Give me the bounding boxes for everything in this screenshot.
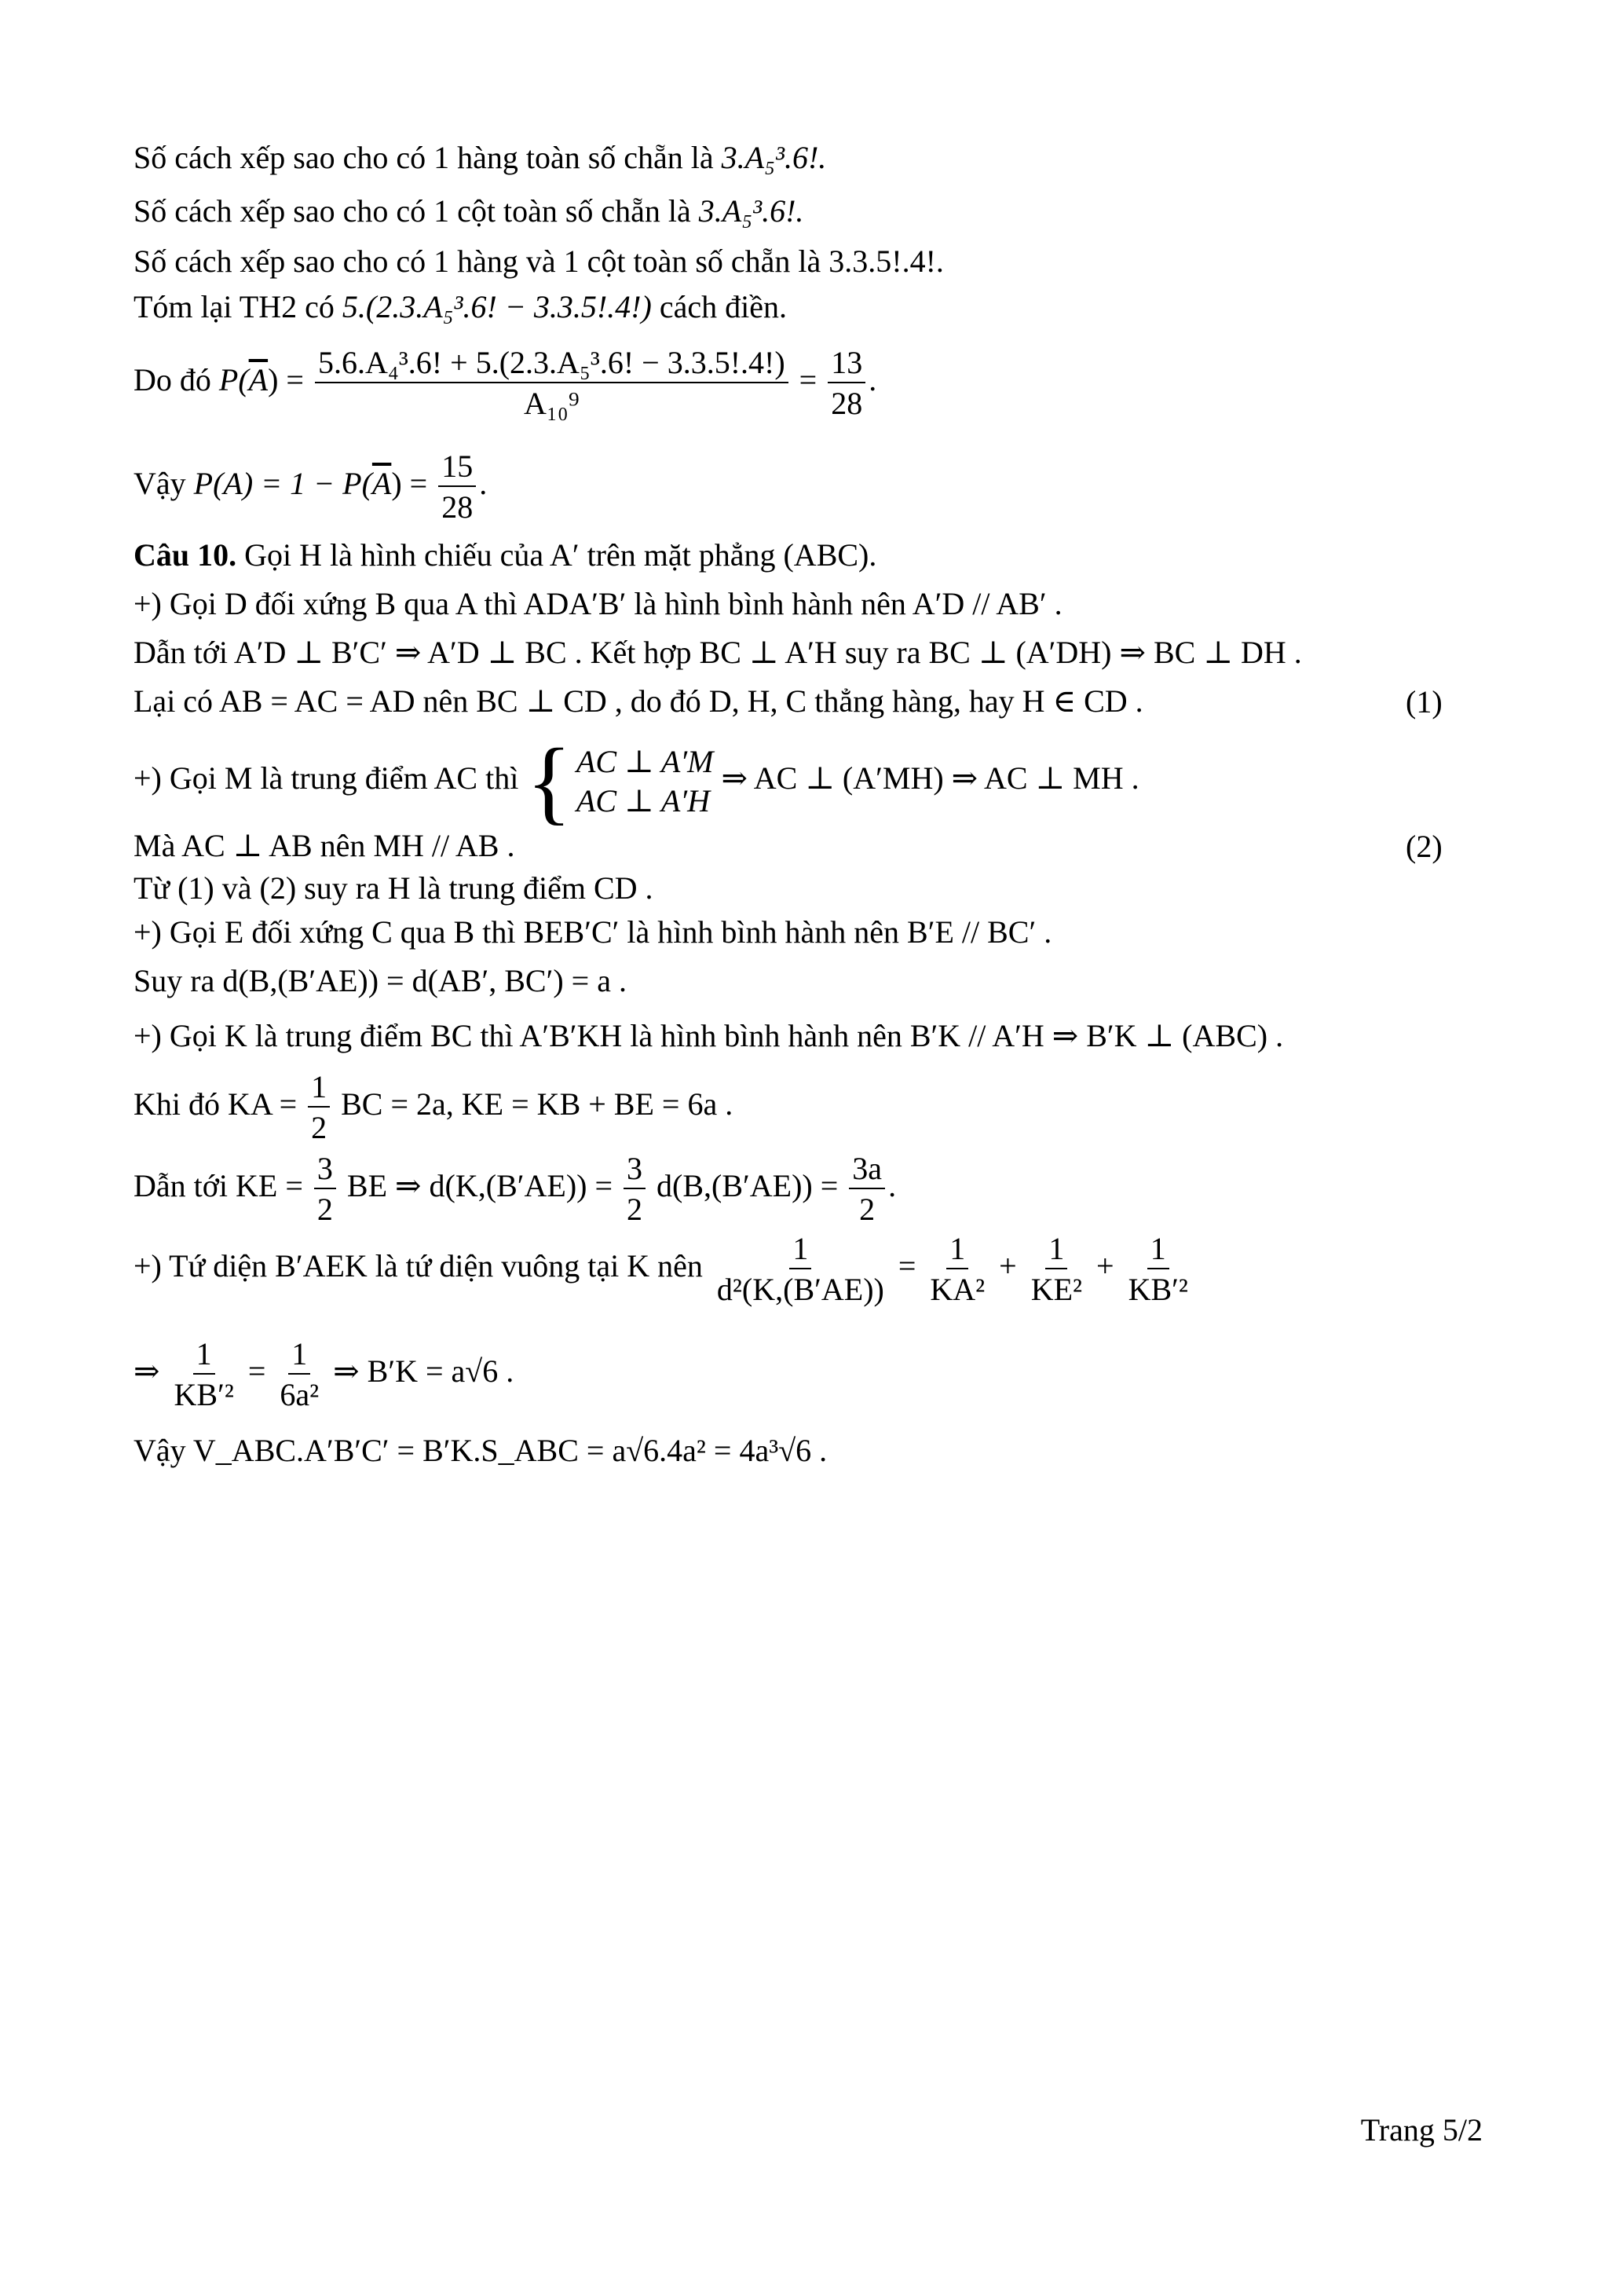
numerator: 15: [438, 449, 476, 487]
math: P(A) = 1 − P(: [193, 466, 372, 502]
fraction: [438, 449, 476, 525]
text: Tóm lại TH2 có: [134, 289, 335, 324]
denominator: KB′²: [1128, 1272, 1188, 1307]
text: +) Gọi D đối xứng B qua A thì ADA′B′ là hình bình hành nên A′D // AB′ .: [134, 586, 1063, 621]
numerator: 3: [624, 1152, 646, 1189]
fraction: [171, 1337, 237, 1412]
math: .: [869, 362, 877, 398]
fraction: [714, 1232, 887, 1307]
text: Vậy V_ABC.A′B′C′ = B′K.S_ABC = a√6.4a² = 4a³√6 .: [134, 1433, 828, 1468]
text: Gọi H là hình chiếu của A′ trên mặt phẳng (ABC).: [244, 537, 877, 573]
math: +: [1096, 1248, 1114, 1284]
line-21: [134, 1433, 827, 1469]
line-18: [134, 1152, 896, 1227]
line-12: [134, 828, 514, 864]
line-2: [134, 193, 803, 229]
fraction: [315, 346, 788, 421]
math: $\overline{A}$: [371, 466, 392, 502]
question-number: Câu 10.: [134, 537, 237, 573]
math: 3.3.5!.4!.: [828, 244, 944, 279]
math: +: [999, 1248, 1017, 1284]
math: 3.A₅³.6!.: [698, 193, 804, 229]
text: +) Gọi K là trung điểm BC thì A′B′KH là hình bình hành nên B′K // A′H ⇒ B′K ⊥ (ABC) .: [134, 1018, 1284, 1053]
line-15: [134, 963, 627, 999]
line-17: [134, 1070, 733, 1145]
numerator: 3a: [849, 1152, 885, 1189]
text: BE ⇒ d(K,(B′AE)) =: [346, 1168, 613, 1204]
text: ⇒ B′K = a√6 .: [333, 1353, 514, 1390]
text: +) Tứ diện B′AEK là tứ diện vuông tại K nên: [134, 1248, 703, 1284]
denominator: 6a²: [280, 1377, 320, 1412]
math: =: [247, 1353, 266, 1390]
text: Do đó: [134, 362, 211, 398]
numerator: 5.6.A₄³.6! + 5.(2.3.A₅³.6! − 3.3.5!.4!): [315, 346, 788, 383]
equation-tag: (2): [1406, 829, 1443, 864]
math: .: [479, 466, 488, 502]
line-13: [134, 870, 653, 906]
text: ⇒ AC ⊥ (A′MH) ⇒ AC ⊥ MH .: [721, 760, 1139, 796]
math: =: [799, 362, 817, 398]
text: Mà AC ⊥ AB nên MH // AB .: [134, 828, 515, 863]
system: [526, 729, 714, 833]
text: BC = 2a, KE = KB + BE = 6a .: [341, 1086, 733, 1122]
numerator: 13: [828, 346, 865, 383]
fraction: [927, 1232, 988, 1307]
fraction: [1028, 1232, 1085, 1307]
numerator: 1: [193, 1337, 215, 1375]
line-9: [134, 635, 1302, 671]
numerator: 1: [1045, 1232, 1067, 1269]
math: ) =: [391, 466, 428, 502]
text: Dẫn tới KE =: [134, 1168, 303, 1204]
text: Số cách xếp sao cho có 1 hàng toàn số chẵn là: [134, 140, 714, 175]
text: ⇒: [134, 1353, 160, 1390]
line-7: [134, 537, 876, 573]
denominator: d²(K,(B′AE)): [716, 1272, 884, 1307]
math: ) =: [268, 362, 304, 398]
text: Số cách xếp sao cho có 1 cột toàn số chẵn là: [134, 193, 691, 229]
line-20: [134, 1337, 514, 1412]
numerator: 1: [789, 1232, 811, 1269]
numerator: 1: [288, 1337, 310, 1375]
text: cách điền.: [659, 289, 787, 324]
line-4: [134, 289, 787, 325]
text: Khi đó KA =: [134, 1086, 298, 1122]
fraction: [276, 1337, 322, 1412]
fraction: [849, 1152, 885, 1227]
math: 5.(2.3.A₅³.6! − 3.3.5!.4!): [342, 289, 652, 324]
text: Suy ra d(B,(B′AE)) = d(AB′, BC′) = a .: [134, 963, 627, 998]
denominator: 2: [859, 1192, 876, 1227]
text: Dẫn tới A′D ⊥ B′C′ ⇒ A′D ⊥ BC . Kết hợp BC ⊥ A′H suy ra BC ⊥ (A′DH) ⇒ BC ⊥ DH .: [134, 635, 1302, 670]
denominator: 2: [627, 1192, 643, 1227]
fraction: [308, 1070, 330, 1145]
denominator: KB′²: [174, 1377, 234, 1412]
numerator: 1: [946, 1232, 968, 1269]
line-5: [134, 346, 876, 421]
denominator: A₁₀⁹: [523, 386, 580, 421]
denominator: 28: [441, 489, 474, 525]
denominator: KA²: [930, 1272, 986, 1307]
system-row: AC ⊥ A′M: [576, 744, 714, 779]
fraction: [314, 1152, 336, 1227]
math: .: [888, 1168, 897, 1204]
fraction: [828, 346, 865, 421]
numerator: 1: [308, 1070, 330, 1108]
text: Lại có AB = AC = AD nên BC ⊥ CD , do đó D, H, C thẳng hàng, hay H ∈ CD .: [134, 683, 1143, 719]
equation-tag: (1): [1406, 684, 1443, 720]
page-number: Trang 5/2: [1360, 2112, 1483, 2148]
numerator: 1: [1147, 1232, 1169, 1269]
denominator: KE²: [1030, 1272, 1083, 1307]
denominator: 2: [316, 1192, 333, 1227]
text: Số cách xếp sao cho có 1 hàng và 1 cột toàn số chẵn là: [134, 244, 821, 279]
line-8: [134, 586, 1063, 622]
math: P(: [218, 362, 249, 398]
fraction: [1125, 1232, 1191, 1307]
fraction: [624, 1152, 646, 1227]
line-1: [134, 140, 826, 176]
brace: {: [526, 729, 572, 833]
line-14: [134, 914, 1052, 950]
line-16: [134, 1018, 1283, 1054]
text: +) Gọi E đối xứng C qua B thì BEB′C′ là hình bình hành nên B′E // BC′ .: [134, 914, 1052, 950]
text: +) Gọi M là trung điểm AC thì: [134, 760, 519, 796]
text: Vậy: [134, 466, 186, 502]
denominator: 28: [831, 386, 863, 421]
math: =: [898, 1248, 916, 1284]
line-6: [134, 449, 487, 525]
math: $\overline{A}$: [248, 362, 269, 398]
text: Từ (1) và (2) suy ra H là trung điểm CD .: [134, 870, 653, 906]
text: d(B,(B′AE)) =: [657, 1168, 839, 1204]
math: 3.A₅³.6!.: [721, 140, 827, 175]
denominator: 2: [311, 1110, 327, 1145]
line-3: [134, 244, 944, 280]
numerator: 3: [314, 1152, 336, 1189]
line-11: [134, 729, 1139, 833]
system-row: AC ⊥ A′H: [576, 783, 710, 818]
line-10: [134, 683, 1143, 720]
line-19: [134, 1232, 1194, 1307]
